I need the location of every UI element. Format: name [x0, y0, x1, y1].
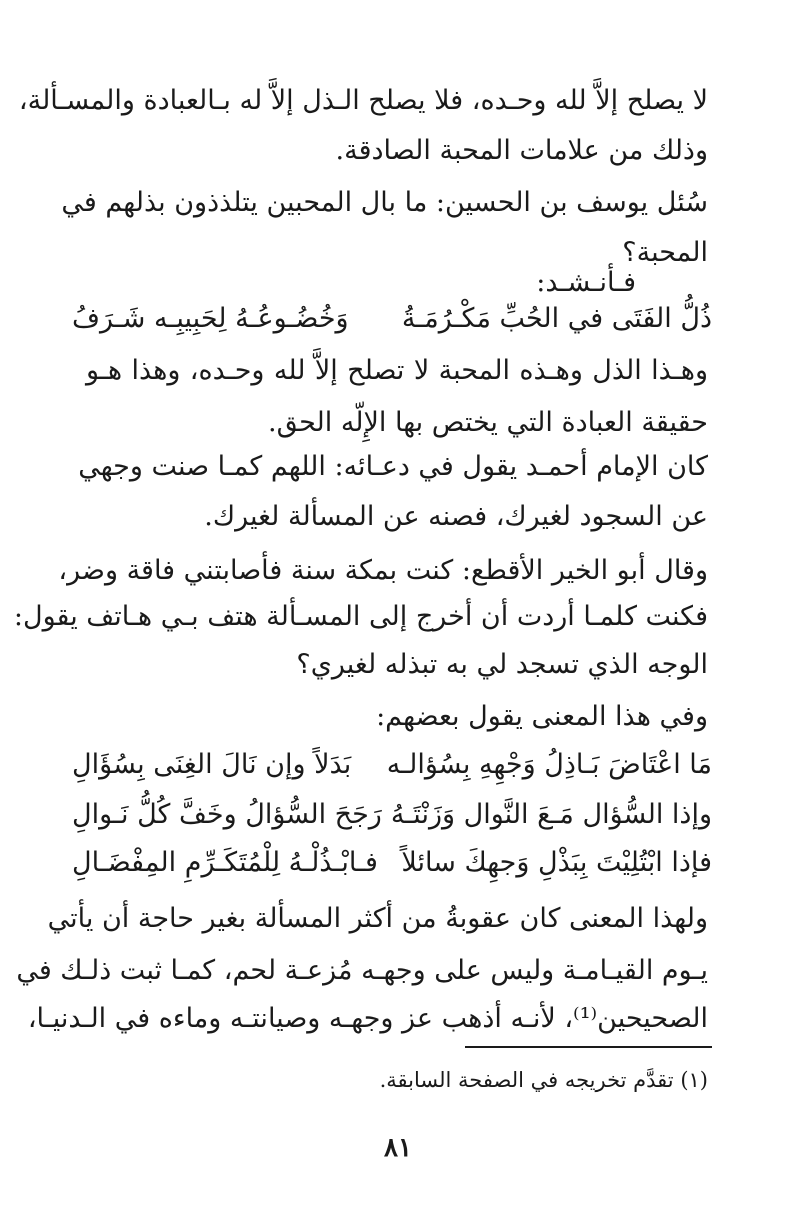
- text-line: ولهذا المعنى كان عقوبةُ من أكثر المسألة بغير حاجة أن يأتي: [47, 903, 708, 934]
- text-line: فكنت كلمـا أردت أن أخرج إلى المسـألة هتف بـي هـاتف يقول:: [13, 601, 708, 632]
- text-line: وفي هذا المعنى يقول بعضهم:: [376, 701, 708, 732]
- text-line: الوجه الذي تسجد لي به تبذله لغيري؟: [296, 649, 708, 680]
- text-line: يـوم القيـامـة وليس على وجهـه مُزعـة لحم، كمـا ثبت ذلـك في: [16, 955, 708, 986]
- verse-second-hemistich: وَخُضُـوعُـهُ لِحَبِيبِـه شَـرَفُ: [72, 303, 349, 334]
- text-line: وهـذا الذل وهـذه المحبة لا تصلح إلاَّ لله وحـده، وهذا هـو: [86, 355, 708, 386]
- verse-line: [72, 790, 712, 840]
- verse-first-hemistich: ذُلُّ الفَتَى في الحُبِّ مَكْـرُمَـةُ: [401, 303, 712, 334]
- verse-first-hemistich: فإذا ابْتُلِيْتَ بِبَذْلِ وَجهِكَ سائلاً: [401, 847, 712, 878]
- page-number: ٨١: [384, 1133, 412, 1163]
- verse-first-hemistich: وإذا السُّؤال مَـعَ النَّوال وَزَنْتَـهُ: [390, 799, 712, 830]
- text-line: سُئل يوسف بن الحسين: ما بال المحبين يتلذذون بذلهم في: [61, 187, 708, 218]
- verse-second-hemistich: رَجَحَ السُّؤالُ وخَفَّ كُلُّ نَـوالِ: [72, 799, 382, 830]
- text-line: كان الإمام أحمـد يقول في دعـائه: اللهم كمـا صنت وجهي: [78, 451, 708, 482]
- text-line: حقيقة العبادة التي يختص بها الإِلّه الحق.: [267, 407, 708, 438]
- text-line: عن السجود لغيرك، فصنه عن المسألة لغيرك.: [204, 501, 708, 532]
- verse-second-hemistich: فـابْـذُلْـهُ لِلْمُتَكَـرِّمِ المِفْضَـالِ: [72, 847, 378, 878]
- text-line: وذلك من علامات المحبة الصادقة.: [335, 135, 708, 166]
- footnote: (١) تقدَّم تخريجه في الصفحة السابقة.: [379, 1068, 708, 1092]
- verse-line: [72, 294, 712, 344]
- verse-line: [72, 838, 712, 888]
- verse-intro: فـأنـشـد:: [536, 267, 636, 298]
- text-line: وقال أبو الخير الأقطع: كنت بمكة سنة فأصابتني فاقة وضر،: [58, 555, 708, 586]
- verse-second-hemistich: بَدَلاً وإن نَالَ الغِنَى بِسُؤَالِ: [72, 749, 352, 780]
- text-line: المحبة؟: [622, 237, 708, 268]
- verse-first-hemistich: مَا اعْتَاضَ بَـاذِلُ وَجْهِهِ بِسُؤالـه: [386, 749, 712, 780]
- footnote-divider: [465, 1046, 712, 1048]
- text-line: لا يصلح إلاَّ لله وحـده، فلا يصلح الـذل إلاَّ له بـالعبادة والمسـألة،: [18, 85, 708, 116]
- verse-line: [72, 740, 712, 790]
- text-line: الصحيحين⁽¹⁾، لأنـه أذهب عز وجهـه وصيانتـه وماءه في الـدنيـا،: [27, 1003, 708, 1034]
